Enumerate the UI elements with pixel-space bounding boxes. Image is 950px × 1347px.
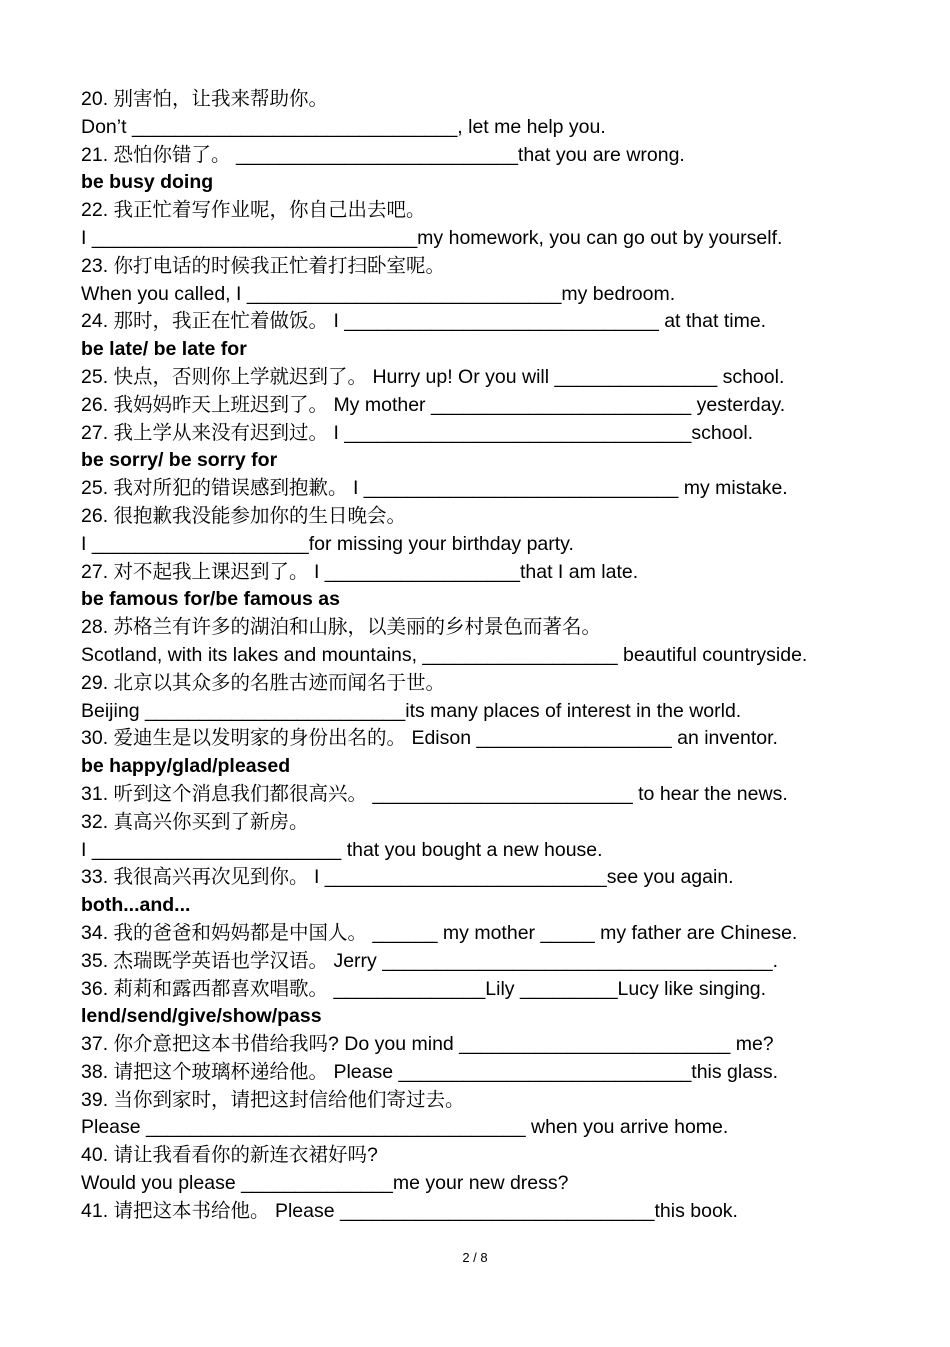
exercise-line: 23. 你打电话的时候我正忙着打扫卧室呢。 [81,254,446,277]
exercise-line: 35. 杰瑞既学英语也学汉语。 Jerry ____________________________________. [81,949,779,972]
exercise-line: 25. 我对所犯的错误感到抱歉。 I _____________________________ my mistake. [81,477,788,500]
exercise-line: 29. 北京以其众多的名胜古迹而闻名于世。 [81,671,446,694]
exercise-line: 21. 恐怕你错了。 __________________________that you are wrong. [81,143,685,166]
exercise-line: 30. 爱迪生是以发明家的身份出名的。 Edison __________________ an inventor. [81,727,778,750]
exercise-line: 26. 很抱歉我没能参加你的生日晚会。 [81,504,407,527]
exercise-line: 27. 对不起我上课迟到了。 I __________________that I am late. [81,560,639,583]
exercise-line: Don’t ______________________________, let me help you. [81,115,606,138]
exercise-line: 28. 苏格兰有许多的湖泊和山脉，以美丽的乡村景色而著名。 [81,616,602,639]
exercise-line: Would you please ______________me your new dress? [81,1172,569,1195]
exercise-line: 32. 真高兴你买到了新房。 [81,810,309,833]
exercise-line: 41. 请把这本书给他。 Please _____________________________this book. [81,1199,738,1222]
exercise-line: 37. 你介意把这本书借给我吗? Do you mind _________________________ me? [81,1033,774,1056]
section-heading: be late/ be late for [81,338,247,361]
exercise-line: 24. 那时，我正在忙着做饭。 I _____________________________ at that time. [81,310,767,333]
exercise-line: 38. 请把这个玻璃杯递给他。 Please ___________________________this glass. [81,1060,779,1083]
exercise-line: 25. 快点，否则你上学就迟到了。 Hurry up! Or you will _______________ school. [81,365,785,388]
section-heading: both...and... [81,894,191,917]
exercise-line: 22. 我正忙着写作业呢，你自己出去吧。 [81,199,426,222]
exercise-line: 26. 我妈妈昨天上班迟到了。 My mother ________________________ yesterday. [81,393,786,416]
exercise-line: 27. 我上学从来没有迟到过。 I ________________________________school. [81,421,754,444]
section-heading: lend/send/give/show/pass [81,1005,322,1028]
exercise-line: 40. 请让我看看你的新连衣裙好吗? [81,1144,378,1167]
exercise-line: When you called, I _____________________________my bedroom. [81,282,676,305]
exercise-line: 34. 我的爸爸和妈妈都是中国人。 ______ my mother _____ my father are Chinese. [81,921,798,944]
exercise-line: 39. 当你到家时，请把这封信给他们寄过去。 [81,1088,465,1111]
exercise-line: Please ___________________________________ when you arrive home. [81,1116,729,1139]
page-indicator: 2 / 8 [462,1250,488,1265]
exercise-line: Beijing ________________________its many places of interest in the world. [81,699,742,722]
exercise-line: I ______________________________my homework, you can go out by yourself. [81,226,783,249]
exercise-line: 20. 别害怕，让我来帮助你。 [81,88,329,110]
exercise-line: 31. 听到这个消息我们都很高兴。 ________________________ to hear the news. [81,782,788,805]
section-heading: be busy doing [81,171,214,194]
exercise-line: 33. 我很高兴再次见到你。 I __________________________see you again. [81,866,734,889]
exercise-line: Scotland, with its lakes and mountains, __________________ beautiful countryside. [81,643,808,666]
section-heading: be sorry/ be sorry for [81,449,278,472]
section-heading: be famous for/be famous as [81,588,340,611]
worksheet-body [81,86,881,1226]
exercise-line: I ____________________for missing your birthday party. [81,532,574,555]
exercise-line: I _______________________ that you bought a new house. [81,838,603,861]
exercise-line: 36. 莉莉和露西都喜欢唱歌。 ______________Lily _________Lucy like singing. [81,977,767,1000]
section-heading: be happy/glad/pleased [81,755,291,778]
